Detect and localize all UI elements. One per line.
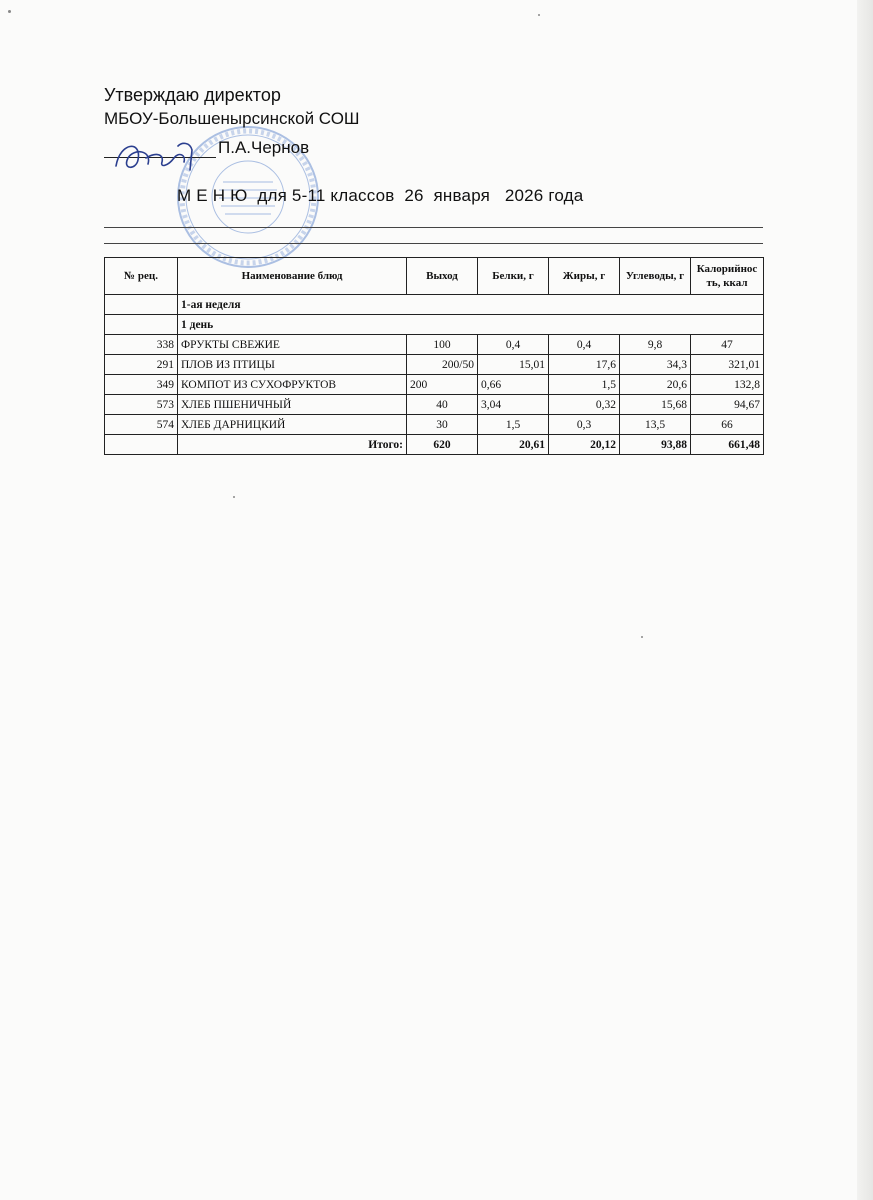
recipe-number: 573 xyxy=(105,395,178,415)
protein: 0,4 xyxy=(478,335,549,355)
table-row xyxy=(105,355,764,375)
carbs: 15,68 xyxy=(620,395,691,415)
school-name: МБОУ-Большенырсинской СОШ xyxy=(104,109,360,128)
carbs: 13,5 xyxy=(620,415,691,435)
table-row xyxy=(105,415,764,435)
fat: 0,4 xyxy=(549,335,620,355)
total-portion: 620 xyxy=(407,435,478,455)
dish-name: КОМПОТ ИЗ СУХОФРУКТОВ xyxy=(178,375,407,395)
portion: 30 xyxy=(407,415,478,435)
protein: 15,01 xyxy=(478,355,549,375)
recipe-number: 574 xyxy=(105,415,178,435)
header-calories: Калорийность, ккал xyxy=(691,258,764,295)
dish-name: ПЛОВ ИЗ ПТИЦЫ xyxy=(178,355,407,375)
protein: 1,5 xyxy=(478,415,549,435)
total-calories: 661,48 xyxy=(691,435,764,455)
calories: 66 xyxy=(691,415,764,435)
calories: 47 xyxy=(691,335,764,355)
fat: 0,3 xyxy=(549,415,620,435)
scan-speck xyxy=(641,636,643,638)
day-row xyxy=(105,315,764,335)
portion: 100 xyxy=(407,335,478,355)
header-carbs: Углеводы, г xyxy=(620,258,691,295)
header-fat: Жиры, г xyxy=(549,258,620,295)
total-fat: 20,12 xyxy=(549,435,620,455)
table-row xyxy=(105,395,764,415)
recipe-number: 349 xyxy=(105,375,178,395)
signature-row xyxy=(104,136,364,176)
protein: 3,04 xyxy=(478,395,549,415)
header-recipe-number: № рец. xyxy=(105,258,178,295)
table-row xyxy=(105,335,764,355)
fat: 0,32 xyxy=(549,395,620,415)
approval-block xyxy=(104,84,360,130)
divider xyxy=(104,243,763,244)
scan-speck xyxy=(233,496,235,498)
total-label: Итого: xyxy=(178,435,407,455)
total-row xyxy=(105,435,764,455)
calories: 94,67 xyxy=(691,395,764,415)
recipe-number: 291 xyxy=(105,355,178,375)
portion: 200/50 xyxy=(407,355,478,375)
fat: 1,5 xyxy=(549,375,620,395)
page-edge xyxy=(857,0,873,1200)
calories: 321,01 xyxy=(691,355,764,375)
table-row xyxy=(105,375,764,395)
header-portion: Выход xyxy=(407,258,478,295)
scan-speck xyxy=(8,10,11,13)
portion: 40 xyxy=(407,395,478,415)
carbs: 20,6 xyxy=(620,375,691,395)
scan-speck xyxy=(538,14,540,16)
recipe-number: 338 xyxy=(105,335,178,355)
signature-image xyxy=(108,136,228,176)
dish-name: ХЛЕБ ДАРНИЦКИЙ xyxy=(178,415,407,435)
menu-title: М Е Н Ю для 5-11 классов 26 января 2026 года xyxy=(177,186,584,205)
carbs: 34,3 xyxy=(620,355,691,375)
dish-name: ФРУКТЫ СВЕЖИЕ xyxy=(178,335,407,355)
header-dish-name: Наименование блюд xyxy=(178,258,407,295)
header-protein: Белки, г xyxy=(478,258,549,295)
day-label: 1 день xyxy=(178,315,764,335)
total-protein: 20,61 xyxy=(478,435,549,455)
fat: 17,6 xyxy=(549,355,620,375)
week-label: 1-ая неделя xyxy=(178,295,764,315)
portion: 200 xyxy=(407,375,478,395)
director-name: П.А.Чернов xyxy=(218,138,310,157)
total-carbs: 93,88 xyxy=(620,435,691,455)
divider xyxy=(104,227,763,228)
carbs: 9,8 xyxy=(620,335,691,355)
dish-name: ХЛЕБ ПШЕНИЧНЫЙ xyxy=(178,395,407,415)
menu-table xyxy=(104,257,764,455)
approval-title: Утверждаю директор xyxy=(104,85,281,105)
table-header-row xyxy=(105,258,764,295)
calories: 132,8 xyxy=(691,375,764,395)
week-row xyxy=(105,295,764,315)
protein: 0,66 xyxy=(478,375,549,395)
